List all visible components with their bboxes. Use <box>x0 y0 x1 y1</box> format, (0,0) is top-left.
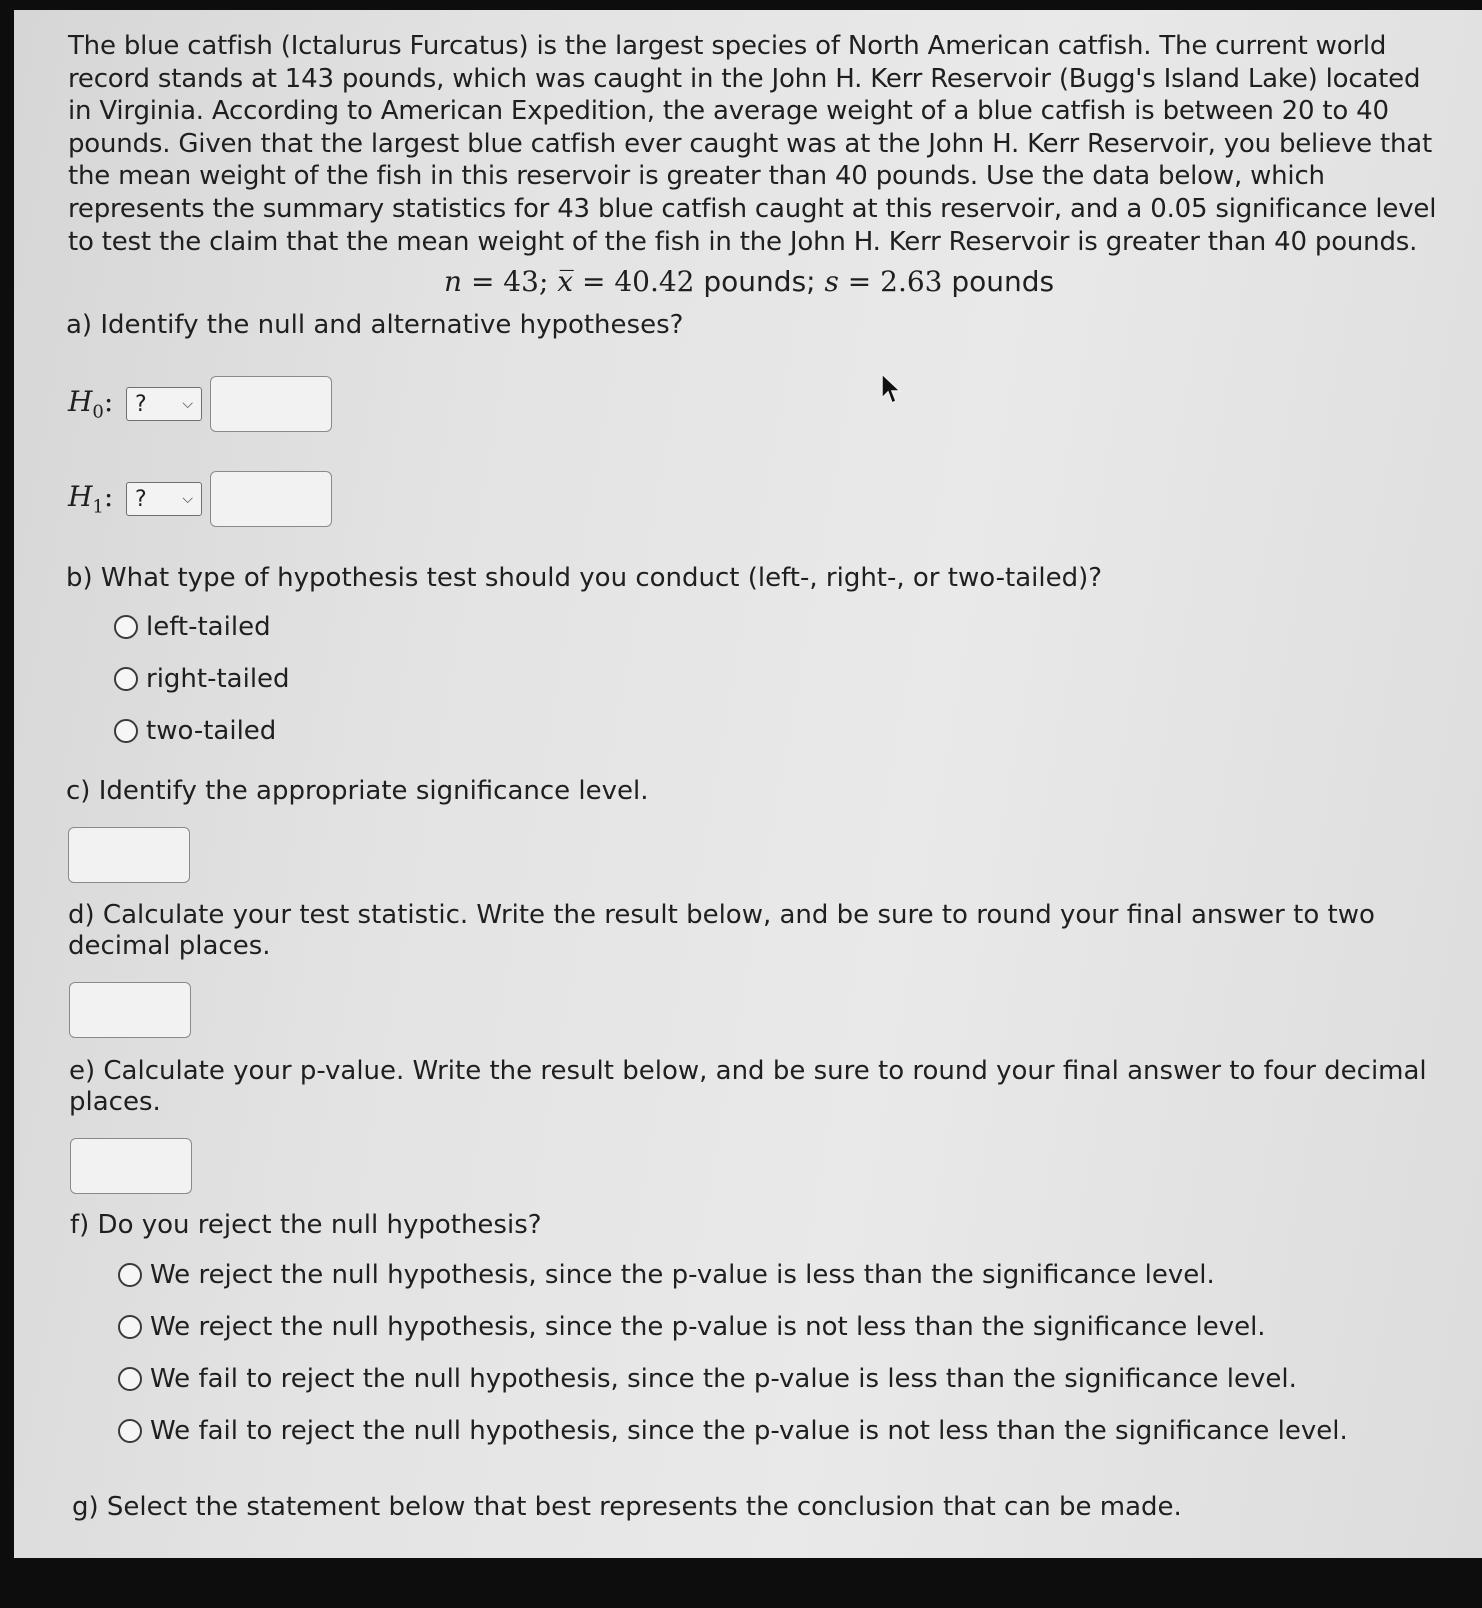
h1-value-input[interactable] <box>210 471 332 527</box>
problem-intro: The blue catfish (Ictalurus Furcatus) is the largest species of North American catfish. The current world record stands at 143 pounds, which was caught in the John H. Kerr Reservoir (Bugg's Island Lake) located in Virginia. According to American Expedition, the average weight of a blue catfish is between 20 to 40 pounds. Given that the largest blue catfish ever caught was at the John H. Kerr Reservoir, you believe that the mean weight of the fish in this reservoir is greater than 40 pounds. Use the data below, which represents the summary statistics for 43 blue catfish caught at this reservoir, and a 0.05 significance level to test the claim that the mean weight of the fish in the John H. Kerr Reservoir is greater than 40 pounds. <box>68 31 1437 257</box>
radio-button[interactable] <box>118 1419 142 1443</box>
test-statistic-input[interactable] <box>69 982 191 1038</box>
option-fail-not-less[interactable]: We fail to reject the null hypothesis, since the p-value is not less than the significance level. <box>118 1416 1348 1446</box>
question-b: b) What type of hypothesis test should you conduct (left-, right-, or two-tailed)? <box>66 563 1103 593</box>
xbar-symbol: x̅ <box>557 265 574 298</box>
h1-operator-select[interactable] <box>126 482 202 516</box>
radio-button[interactable] <box>114 667 138 691</box>
radio-button[interactable] <box>118 1367 142 1391</box>
question-f: f) Do you reject the null hypothesis? <box>70 1210 542 1240</box>
null-hypothesis-row <box>68 376 332 432</box>
chevron-down-icon: ⌵ <box>182 396 193 412</box>
h0-operator-select[interactable] <box>126 387 202 421</box>
s-symbol: s <box>824 265 839 298</box>
page-screen <box>14 10 1482 1558</box>
n-symbol: n <box>444 265 463 298</box>
question-e: e) Calculate your p-value. Write the result below, and be sure to round your final answer to four decimal places. <box>69 1056 1427 1117</box>
option-fail-less[interactable]: We fail to reject the null hypothesis, since the p-value is less than the significance level. <box>118 1364 1297 1394</box>
s-unit: pounds <box>942 265 1055 298</box>
h1-select-value: ? <box>135 486 147 512</box>
n-value: = 43; <box>462 265 558 298</box>
xbar-value: = 40.42 <box>573 265 695 298</box>
significance-level-input[interactable] <box>68 827 190 883</box>
h0-label: $H_0$: <box>68 385 114 423</box>
question-d: d) Calculate your test statistic. Write the result below, and be sure to round your final answer to two decimal places. <box>68 900 1375 961</box>
radio-button[interactable] <box>118 1315 142 1339</box>
p-value-input[interactable] <box>70 1138 192 1194</box>
chevron-down-icon: ⌵ <box>182 491 193 507</box>
option-left-tailed[interactable]: left-tailed <box>114 612 271 642</box>
mouse-cursor-icon <box>880 372 904 406</box>
h0-select-value: ? <box>135 391 147 417</box>
option-right-tailed[interactable]: right-tailed <box>114 664 290 694</box>
question-a: a) Identify the null and alternative hypotheses? <box>66 310 684 340</box>
radio-button[interactable] <box>114 719 138 743</box>
radio-button[interactable] <box>114 615 138 639</box>
h1-label: $H_1$: <box>68 480 114 518</box>
option-two-tailed[interactable]: two-tailed <box>114 716 276 746</box>
option-reject-less[interactable]: We reject the null hypothesis, since the p-value is less than the significance level. <box>118 1260 1215 1290</box>
question-c: c) Identify the appropriate significance level. <box>66 776 649 806</box>
question-g: g) Select the statement below that best represents the conclusion that can be made. <box>72 1492 1182 1522</box>
s-value: = 2.63 <box>838 265 943 298</box>
xbar-unit: pounds; <box>694 265 825 298</box>
option-reject-not-less[interactable]: We reject the null hypothesis, since the p-value is not less than the significance level. <box>118 1312 1266 1342</box>
radio-button[interactable] <box>118 1263 142 1287</box>
alt-hypothesis-row <box>68 471 332 527</box>
summary-statistics <box>444 265 1054 298</box>
h0-value-input[interactable] <box>210 376 332 432</box>
